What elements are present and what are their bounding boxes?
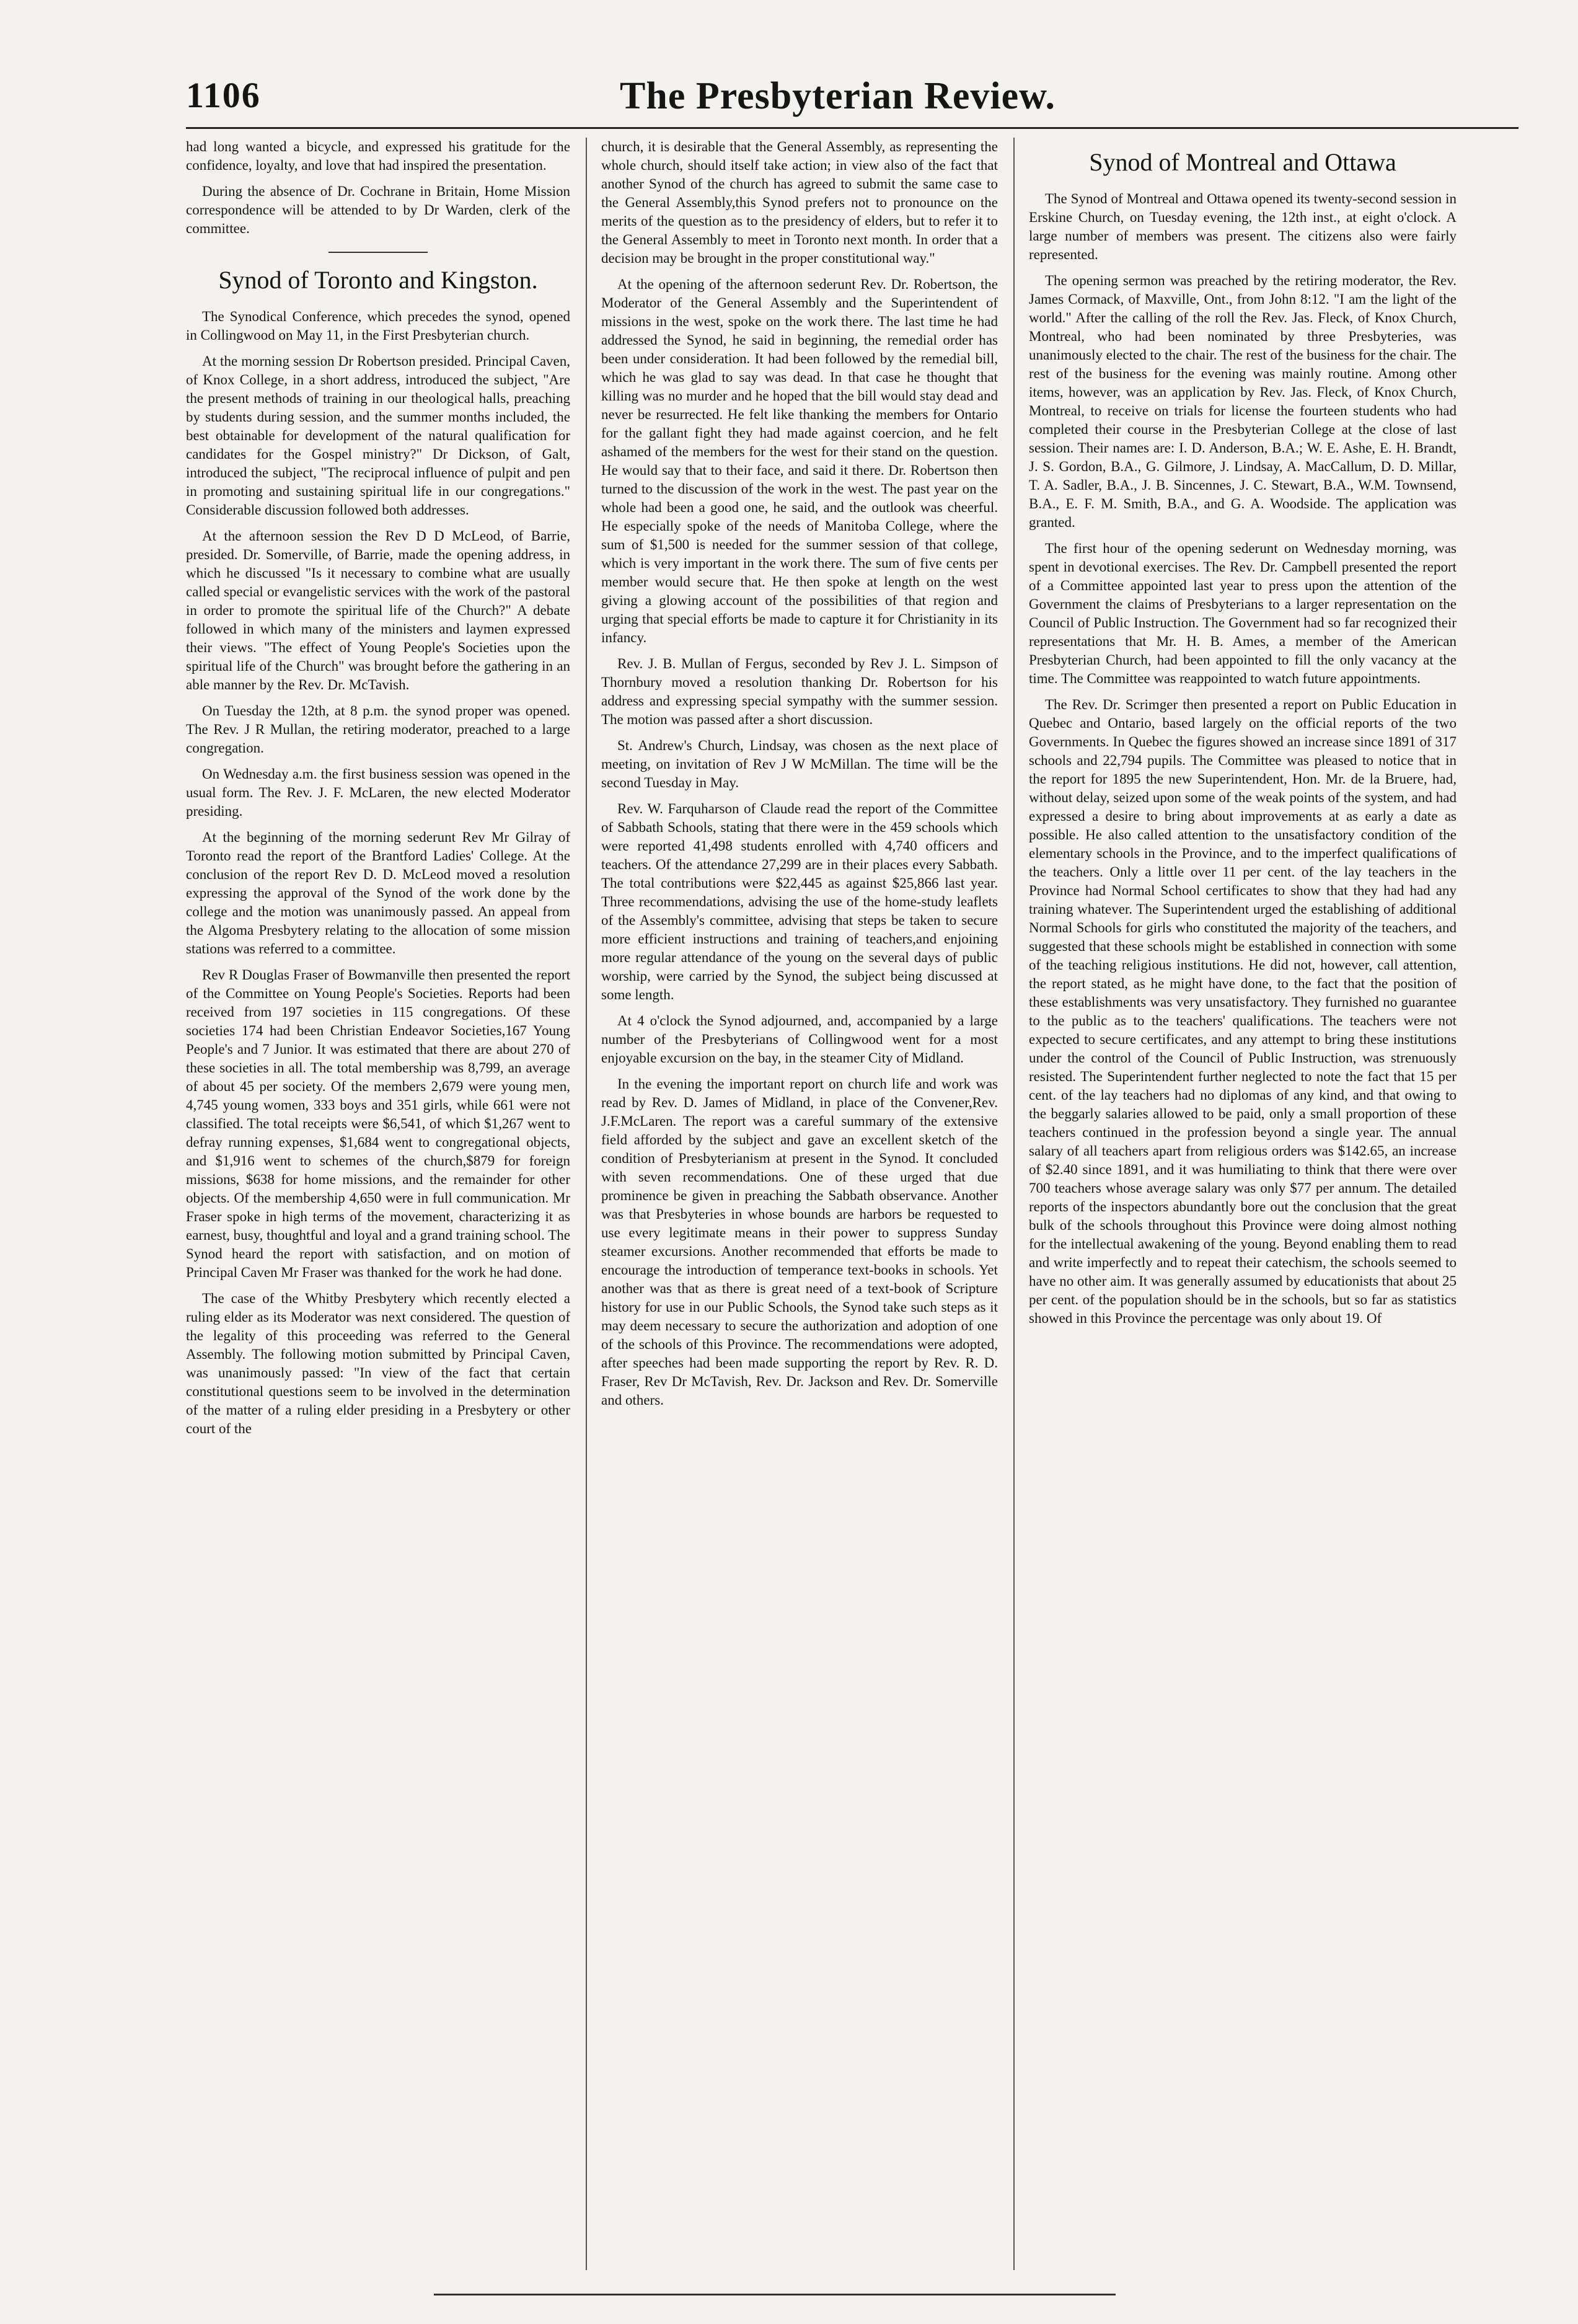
article-paragraph: Rev. J. B. Mullan of Fergus, seconded by Rev J. L. Simpson of Thornbury moved a resolution thanking Dr. Robertson for his address and expressing special sympathy with the summer session. The motion was passed after a short discussion.: [601, 656, 998, 727]
article-paragraph: At the opening of the afternoon sederunt Rev. Dr. Robertson, the Moderator of the General Assembly and the Superintendent of missions in the west, spoke on the work there. The last time he had addressed the Synod, he said in beginning, the remedial order has been under consideration. It had been followed by the remedial bill, which he was glad to say was dead. In that case he thought that killing was no murder and he hoped that the bill would stay dead and never be resurrected. He felt like thanking the members for Ontario for the gallant fight they had made against coercion, and he felt ashamed of the members for the west for their stand on the question. He would say that to their face, and said it there. Dr. Robertson then turned to the discussion of the work in the west. The past year on the whole had been a good one, he said, and the outlook was cheerful. He especially spoke of the needs of Manitoba College, where the sum of $1,500 is needed for the summer session of that college, which is very important in the work there. The sum of five cents per member would secure that. He then spoke at length on the west giving a glowing account of the possibilities of that region and urging that special efforts be made to capture it for Christianity in its infancy.: [601, 276, 998, 645]
article-paragraph: During the absence of Dr. Cochrane in Britain, Home Mission correspondence will be attended to by Dr Warden, clerk of the committee.: [186, 183, 570, 236]
article-paragraph: The first hour of the opening sederunt on Wednesday morning, was spent in devotional exercises. The Rev. Dr. Campbell presented the report of a Committee appointed last year to press upon the attention of the Government the claims of Presbyterians to a larger representation on the Council of Public Instruction. The Government had so far recognized their representations that Mr. H. B. Ames, a member of the American Presbyterian Church, had been appointed to fill the only vacancy at the time. The Committee was reappointed to watch future appointments.: [1029, 541, 1457, 686]
page-number: 1106: [186, 75, 261, 115]
article-paragraph: The Rev. Dr. Scrimger then presented a report on Public Education in Quebec and Ontario, based largely on the official reports of the two Governments. In Quebec the figures showed an increase since 1891 of 317 schools and 22,794 pupils. The Committee was pleased to notice that in the report for 1895 the new Superintendent, Hon. Mr. de la Bruere, had, without delay, seized upon some of the weak points of the system, and had expressed a desire to bring about improvements at as early a date as possible. He also called attention to the unsatisfactory condition of the elementary schools in the Province, and to the imperfect qualifications of the teachers. Only a little over 11 per cent. of the lay teachers in the Province had Normal School certificates to show that they had had any training whatever. The Superintendent urged the establishing of additional Normal Schools for girls who constituted the majority of the teachers, and suggested that these schools might be established in connection with some of the teaching religious institutions. He did not, however, call attention, the report stated, as he might have done, to the fact that the position of these establishments was very unsatisfactory. They furnished no guarantee to the public as to the teachers' qualifications. The teachers were not expected to secure certificates, and any attempt to bring these institutions under the control of the Council of Public Instruction, was strenuously resisted. The Superintendent further neglected to note the fact that 15 per cent. of the lay teachers had no diplomas of any kind, and that owing to the beggarly salaries allowed to be paid, only a small proportion of these teachers continued in the profession beyond a single year. The annual salary of all teachers apart from religious orders was $142.65, an increase of $2.40 since 1891, and it was humiliating to think that there were over 700 teachers whose average salary was only $77 per annum. The detailed reports of the inspectors abundantly bore out the conclusion that the great bulk of the schools throughout this Province were doing almost nothing for the intellectual awakening of the young. Beyond enabling them to read and write imperfectly and to repeat their catechism, the schools seemed to have no other aim. It was generally assumed by educationists that about 25 per cent. of the population should be in the schools, but so far as statistics showed in this Province the percentage was only about 19. Of: [1029, 697, 1457, 1326]
article-paragraph: The Synod of Montreal and Ottawa opened its twenty-second session in Erskine Church, on Tuesday evening, the 12th inst., at eight o'clock. A large number of members was present. The citizens also were fairly represented.: [1029, 191, 1457, 262]
section-divider: [328, 252, 428, 253]
article-paragraph: The case of the Whitby Presbytery which recently elected a ruling elder as its Moderator was next considered. The question of the legality of this proceeding was referred to the General Assembly. The following motion submitted by Principal Caven, was unanimously passed: "In view of the fact that certain constitutional questions seem to be involved in the determination of the matter of a ruling elder presiding in a Presbytery or other court of the: [186, 1291, 570, 1436]
article-paragraph: The opening sermon was preached by the retiring moderator, the Rev. James Cormack, of Maxville, Ont., from John 8:12. "I am the light of the world." After the calling of the roll the Rev. Jas. Fleck, of Knox Church, Montreal, who had been nominated by three Presbyteries, was unanimously elected to the chair. The rest of the business for the chair. The rest of the business for the evening was mainly routine. Among other items, however, was an application by Rev. Jas. Fleck, of Knox Church, Montreal, to receive on trials for license the fourteen students who had completed their course in the Presbyterian College at the close of last session. Their names are: I. D. Anderson, B.A.; W. E. Ashe, E. H. Brandt, J. S. Gordon, B.A., G. Gilmore, J. Lindsay, A. MacCallum, D. D. Millar, T. A. Sadler, B.A., J. B. Sincennes, J. C. Stewart, B.A., W.M. Townsend, B.A., E. F. M. Smith, B.A., and G. A. Woodside. The application was granted.: [1029, 273, 1457, 530]
article-paragraph: At the afternoon session the Rev D D McLeod, of Barrie, presided. Dr. Somerville, of Barrie, made the opening address, in which he discussed "Is it necessary to combine what are usually called special or evangelistic services with the work of the pastoral in order to promote the spiritual life of the Church?" A debate followed in which many of the ministers and laymen expressed their views. "The effect of Young People's Societies upon the spiritual life of the Church" was brought before the gathering in an able manner by the Rev. Dr. McTavish.: [186, 528, 570, 692]
article-paragraph: On Tuesday the 12th, at 8 p.m. the synod proper was opened. The Rev. J R Mullan, the retiring moderator, preached to a large congregation.: [186, 703, 570, 756]
article-paragraph: In the evening the important report on church life and work was read by Rev. D. James of Midland, in place of the Convener,Rev. J.F.McLaren. The report was a careful summary of the extensive field afforded by the subject and gave an excellent sketch of the condition of Presbyterianism at present in the Synod. It concluded with seven recommendations. One of these urged that due prominence be given in preaching the Sabbath observance. Another was that Presbyteries in whose bounds are harbors be requested to use every legitimate means in their power to suppress Sunday steamer excursions. Another recommended that efforts be made to encourage the introduction of temperance text-books in schools. Yet another was that as there is great need of a text-book of Scripture history for use in our Public Schools, the Synod take such steps as it may deem necessary to secure the authorization and adoption of one of the schools of this Province. The recommendations were adopted, after speeches had been made supporting the report by Rev. R. D. Fraser, Rev Dr McTavish, Rev. Dr. Jackson and Rev. Dr. Somerville and others.: [601, 1076, 998, 1408]
header-rule: [186, 127, 1518, 129]
article-paragraph: Rev. W. Farquharson of Claude read the report of the Committee of Sabbath Schools, stating that there were in the 459 schools which were reported 41,498 students enrolled with 4,740 officers and teachers. Of the attendance 27,299 are in their places every Sabbath. The total contributions were $22,445 as against $25,866 last year. Three recommendations, advising the use of the home-study leaflets of the Assembly's committee, advising that steps be taken to secure more efficient instructions and training of teachers,and enjoining more regular attendance of the young on the several days of public worship, were carried by the Synod, the subject being discussed at some length.: [601, 801, 998, 1002]
column-2: [601, 138, 998, 2276]
footer-rule: [434, 2294, 1116, 2295]
article-paragraph: On Wednesday a.m. the first business session was opened in the usual form. The Rev. J. F. McLaren, the new elected Moderator presiding.: [186, 766, 570, 819]
article-paragraph: Rev R Douglas Fraser of Bowmanville then presented the report of the Committee on Young People's Societies. Reports had been received from 197 societies in 115 congregations. Of these societies 174 had been Christian Endeavor Societies,167 Young People's and 7 Junior. It was estimated that there are about 270 of these societies in all. The total membership was 8,799, an average of about 45 per society. Of the members 2,679 were young men, 4,745 young women, 333 boys and 351 girls, while 661 were not classified. The total receipts were $6,541, of which $1,267 went to defray running expenses, $1,684 went to congregational objects, and $1,916 went to schemes of the church,$879 for foreign missions, $638 for home missions, and the remainder for other objects. Of the membership 4,650 were in full communication. Mr Fraser spoke in high terms of the movement, characterizing it as earnest, busy, thoughtful and loyal and a grand training school. The Synod heard the report with satisfaction, and on motion of Principal Caven Mr Fraser was thanked for the work he had done.: [186, 967, 570, 1280]
article-paragraph: had long wanted a bicycle, and expressed his gratitude for the confidence, loyalty, and love that had inspired the presentation.: [186, 139, 570, 173]
column-1: [186, 138, 570, 2276]
article-paragraph: church, it is desirable that the General Assembly, as representing the whole church, should itself take action; in view also of the fact that another Synod of the church has agreed to submit the same case to the General Assembly,this Synod prefers not to pronounce on the merits of the question as to the presidency of elders, but to refer it to the General Assembly to meet in Toronto next month. In order that a decision may be brought in the proper constitutional way.": [601, 139, 998, 266]
article-paragraph: The Synodical Conference, which precedes the synod, opened in Collingwood on May 11, in the First Presbyterian church.: [186, 309, 570, 343]
section-title-montreal-ottawa: Synod of Montreal and Ottawa: [1089, 148, 1396, 176]
section-title-toronto-kingston: Synod of Toronto and Kingston.: [218, 266, 538, 294]
column-divider: [586, 138, 587, 2270]
article-paragraph: At 4 o'clock the Synod adjourned, and, accompanied by a large number of the Presbyterians of Collingwood went for a most enjoyable excursion on the bay, in the steamer City of Midland.: [601, 1013, 998, 1066]
journal-title: The Presbyterian Review.: [620, 75, 1056, 117]
column-divider: [1013, 138, 1015, 2270]
article-paragraph: At the morning session Dr Robertson presided. Principal Caven, of Knox College, in a short address, introduced the subject, "Are the present methods of training in our theological halls, preaching by students during session, and the summer months included, the best obtainable for development of the natural qualification for candidates for the Gospel ministry?" Dr Dickson, of Galt, introduced the subject, "The reciprocal influence of pulpit and pen in promoting and sustaining spiritual life in our congregations." Considerable discussion followed both addresses.: [186, 353, 570, 518]
article-paragraph: At the beginning of the morning sederunt Rev Mr Gilray of Toronto read the report of the Brantford Ladies' College. At the conclusion of the report Rev D. D. McLeod moved a resolution expressing the approval of the Synod of the work done by the college and the motion was unanimously passed. An appeal from the Algoma Presbytery relating to the allocation of some mission stations was referred to a committee.: [186, 829, 570, 957]
column-3: [1029, 138, 1457, 2276]
page-header: [186, 74, 1518, 124]
article-paragraph: St. Andrew's Church, Lindsay, was chosen as the next place of meeting, on invitation of Rev J W McMillan. The time will be the second Tuesday in May.: [601, 738, 998, 790]
